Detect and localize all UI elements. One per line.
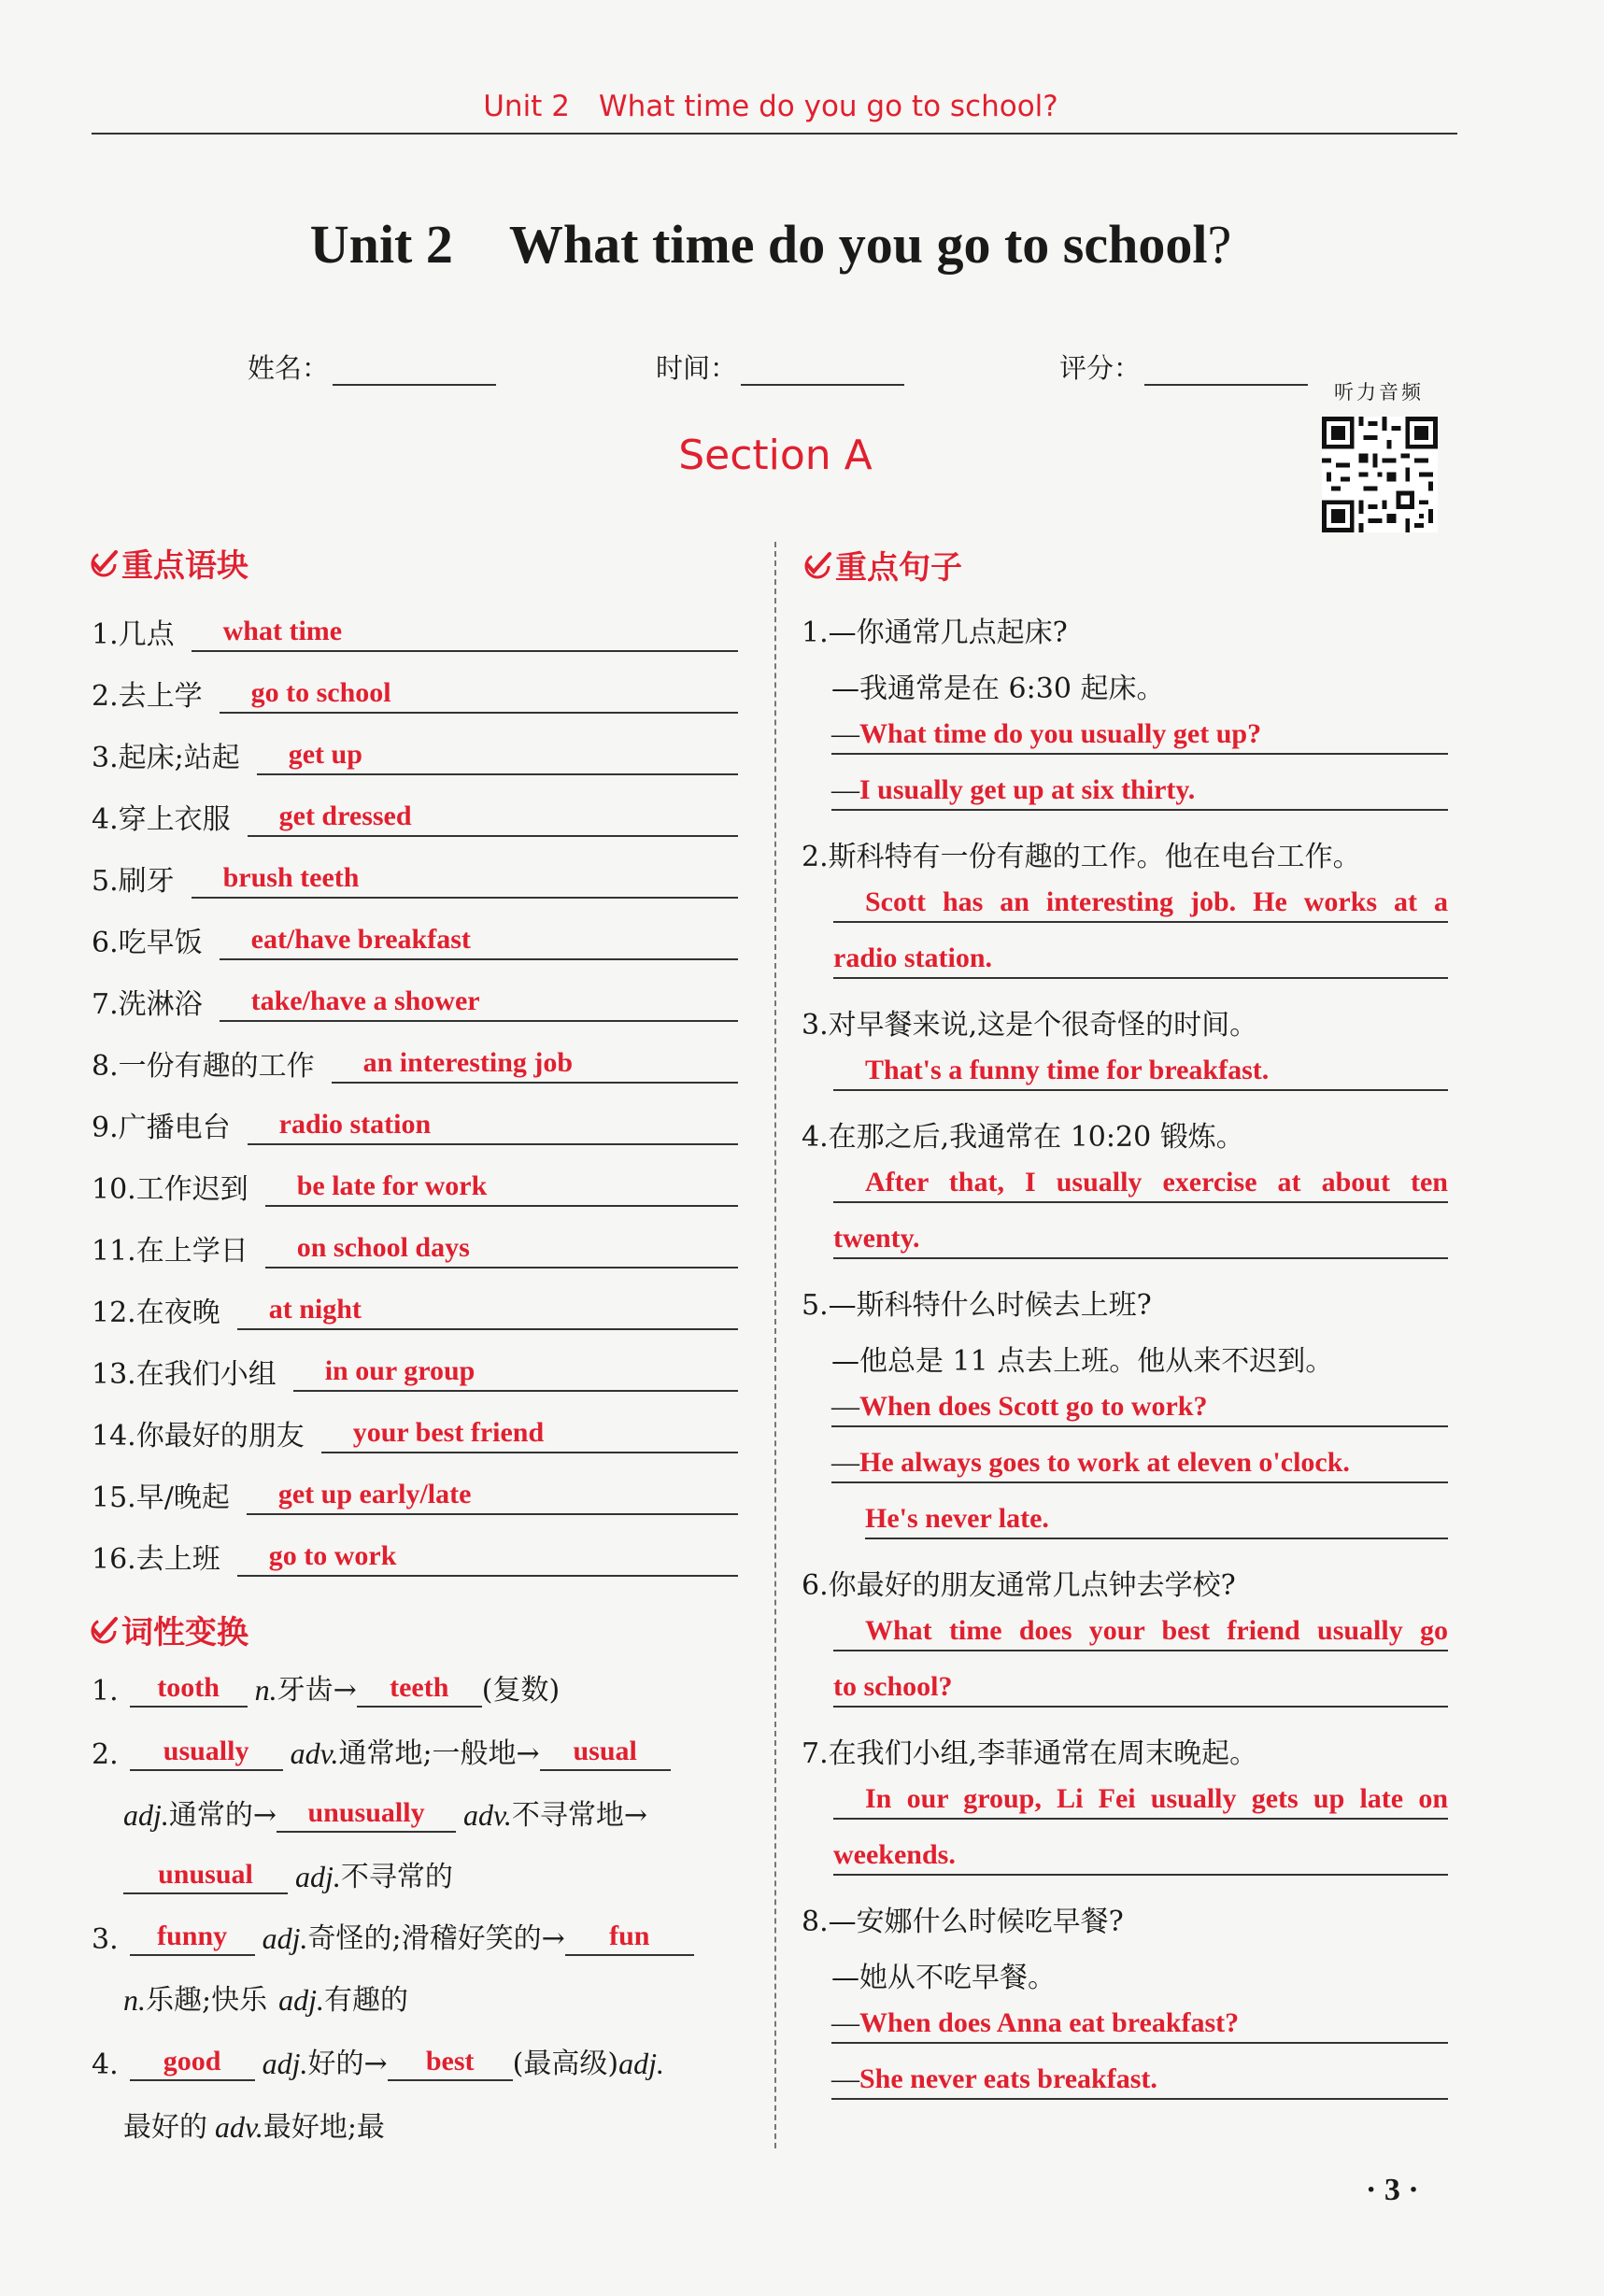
s-en: When does Scott go to work? xyxy=(859,1391,1208,1422)
phrase-item xyxy=(92,1405,738,1453)
phrase-item xyxy=(92,1467,738,1515)
phrase-zh: 一份有趣的工作 xyxy=(118,1050,315,1083)
phrase-answer[interactable]: go to work xyxy=(237,1538,738,1577)
wf-text: (最高级) xyxy=(512,2048,619,2080)
sentence-8-answer-q[interactable] xyxy=(831,2005,1448,2044)
phrase-num: 3. xyxy=(92,742,119,774)
sentence-2-answer-line2[interactable]: radio station. xyxy=(833,940,1448,979)
phrase-item xyxy=(92,1097,738,1145)
phrase-answer[interactable]: be late for work xyxy=(265,1168,738,1207)
phrase-item xyxy=(92,603,738,652)
phrase-item xyxy=(92,912,738,960)
word-form-1 xyxy=(92,1666,560,1708)
wf-text: 通常的→ xyxy=(168,1799,277,1832)
phrase-zh: 去上学 xyxy=(118,680,203,713)
sentence-6-answer-line1[interactable]: What time does your best friend usually go xyxy=(833,1612,1448,1651)
phrase-num: 2. xyxy=(92,680,119,713)
s-num: 5. xyxy=(802,1289,829,1322)
s-dash: — xyxy=(831,774,859,805)
wf-answer[interactable]: funny xyxy=(130,1919,255,1956)
s-dash: — xyxy=(831,1391,859,1422)
phrase-zh: 在夜晚 xyxy=(135,1297,220,1329)
phrase-num: 8. xyxy=(92,1050,119,1083)
wf-answer[interactable]: good xyxy=(130,2044,255,2081)
wf-answer[interactable]: fun xyxy=(565,1919,694,1956)
phrase-item xyxy=(92,1343,738,1392)
score-blank[interactable] xyxy=(1144,356,1308,386)
wf-pos: adv. xyxy=(290,1736,339,1770)
phrase-answer[interactable]: take/have a shower xyxy=(220,983,738,1022)
sentence-6-prompt xyxy=(802,1562,1236,1603)
word-form-3-line2 xyxy=(123,1977,408,2018)
phrase-answer[interactable]: what time xyxy=(192,613,738,652)
wf-pos: adj. xyxy=(262,2047,308,2080)
phrase-answer[interactable]: brush teeth xyxy=(192,859,738,899)
wf-pos: adj. xyxy=(123,1798,169,1832)
wf-text: 最好地;最 xyxy=(263,2111,385,2144)
wf-text: 奇怪的;滑稽好笑的→ xyxy=(307,1922,565,1955)
sentence-5-answer-q[interactable] xyxy=(831,1388,1448,1427)
wf-text: 不寻常的 xyxy=(340,1861,453,1893)
phrases-heading-text: 重点语块 xyxy=(121,547,248,585)
wf-answer[interactable]: unusually xyxy=(277,1795,456,1833)
phrase-num: 7. xyxy=(92,988,119,1021)
phrase-zh: 在上学日 xyxy=(135,1235,248,1268)
sentence-5-answer-a1[interactable] xyxy=(831,1444,1448,1483)
wf-answer[interactable]: usually xyxy=(130,1734,283,1771)
sentence-1-reply: —我通常是在 6:30 起床。 xyxy=(831,673,1165,705)
sentence-1-answer-q[interactable] xyxy=(831,716,1448,755)
sentence-5-answer-a2[interactable]: He's never late. xyxy=(865,1500,1448,1539)
s-dash: — xyxy=(831,2063,859,2094)
s-en: I usually get up at six thirty. xyxy=(859,774,1196,805)
phrase-zh: 广播电台 xyxy=(118,1112,231,1144)
header-rule xyxy=(92,133,1457,135)
s-num: 1. xyxy=(802,617,829,649)
s-zh: 在那之后,我通常在 10:20 锻炼。 xyxy=(828,1121,1244,1154)
wf-num: 4. xyxy=(92,2048,119,2081)
word-form-2 xyxy=(92,1730,671,1771)
wf-text: 最好的 xyxy=(123,2111,207,2144)
word-forms-heading-text: 词性变换 xyxy=(121,1614,248,1651)
phrase-zh: 早/晚起 xyxy=(135,1481,230,1514)
word-form-3 xyxy=(92,1915,694,1956)
s-zh: —你通常几点起床? xyxy=(828,617,1068,649)
wf-pos: adj. xyxy=(618,2047,664,2080)
sentences-heading-text: 重点句子 xyxy=(835,549,962,587)
phrase-item xyxy=(92,1528,738,1577)
s-en: When does Anna eat breakfast? xyxy=(859,2007,1240,2038)
sentence-5-question xyxy=(802,1282,1152,1323)
sentence-3-answer[interactable]: That's a funny time for breakfast. xyxy=(833,1052,1448,1091)
sentence-1-question xyxy=(802,609,1068,650)
sentence-2-prompt xyxy=(802,833,1361,874)
phrase-item xyxy=(92,1220,738,1268)
s-zh: —安娜什么时候吃早餐? xyxy=(828,1906,1124,1938)
phrase-num: 11. xyxy=(92,1235,136,1268)
section-title: Section A xyxy=(678,432,873,479)
wf-answer[interactable]: tooth xyxy=(130,1670,248,1708)
s-en: What time do you usually get up? xyxy=(859,718,1262,749)
phrase-num: 14. xyxy=(92,1420,136,1453)
phrase-item xyxy=(92,850,738,899)
phrase-num: 12. xyxy=(92,1297,136,1329)
s-en: She never eats breakfast. xyxy=(859,2063,1157,2094)
phrase-answer[interactable]: go to school xyxy=(220,674,738,714)
phrase-zh: 你最好的朋友 xyxy=(135,1420,305,1453)
phrase-item xyxy=(92,788,738,837)
phrase-answer[interactable]: your best friend xyxy=(321,1414,738,1453)
s-en: He always goes to work at eleven o'clock. xyxy=(859,1447,1350,1478)
phrase-num: 15. xyxy=(92,1481,136,1514)
phrase-item xyxy=(92,665,738,714)
word-form-2-line3 xyxy=(123,1853,453,1894)
phrase-item xyxy=(92,727,738,775)
phrase-num: 6. xyxy=(92,927,119,959)
wf-answer[interactable]: teeth xyxy=(357,1670,482,1708)
sentence-4-answer-line2[interactable]: twenty. xyxy=(833,1220,1448,1259)
phrase-num: 4. xyxy=(92,803,119,836)
check-icon xyxy=(90,548,120,578)
s-num: 3. xyxy=(802,1009,829,1042)
phrase-answer[interactable]: an interesting job xyxy=(332,1044,738,1084)
phrase-zh: 几点 xyxy=(118,618,175,651)
phrase-num: 9. xyxy=(92,1112,119,1144)
s-num: 8. xyxy=(802,1906,829,1938)
sentences-heading xyxy=(803,542,962,588)
wf-text: 不寻常地→ xyxy=(511,1799,647,1832)
wf-pos: adj. xyxy=(278,1983,324,2017)
phrase-answer[interactable]: get dressed xyxy=(248,798,738,837)
wf-text: 牙齿→ xyxy=(277,1674,357,1707)
word-forms-heading xyxy=(90,1607,248,1652)
check-icon xyxy=(90,1615,120,1645)
wf-text: (复数) xyxy=(481,1674,561,1707)
wf-pos: adv. xyxy=(463,1798,512,1832)
sentence-2-answer-line1[interactable]: Scott has an interesting job. He works at a xyxy=(833,884,1448,923)
sentence-8-answer-a[interactable] xyxy=(831,2061,1448,2100)
s-zh: —斯科特什么时候去上班? xyxy=(828,1289,1152,1322)
wf-pos: n. xyxy=(123,1983,146,2017)
sentence-8-reply: —她从不吃早餐。 xyxy=(831,1962,1056,1994)
wf-text: 有趣的 xyxy=(324,1984,408,2017)
s-dash: — xyxy=(831,718,859,749)
unit-question: What time do you go to school xyxy=(508,214,1208,275)
name-field xyxy=(248,347,496,386)
page-title xyxy=(0,213,1541,276)
s-num: 4. xyxy=(802,1121,829,1154)
listening-audio-label: 听力音频 xyxy=(1334,381,1424,404)
phrase-item xyxy=(92,1282,738,1330)
sentence-4-answer-line1[interactable]: After that, I usually exercise at about ten xyxy=(833,1164,1448,1203)
phrase-zh: 起床;站起 xyxy=(118,742,240,774)
sentence-7-prompt xyxy=(802,1730,1257,1771)
phrase-zh: 穿上衣服 xyxy=(118,803,231,836)
wf-pos: adv. xyxy=(215,2110,263,2144)
s-zh: 你最好的朋友通常几点钟去学校? xyxy=(828,1569,1236,1602)
phrase-answer[interactable]: on school days xyxy=(265,1229,738,1268)
wf-text: 乐趣;快乐 xyxy=(146,1984,268,2017)
phrase-answer[interactable]: eat/have breakfast xyxy=(220,921,738,960)
phrase-zh: 吃早饭 xyxy=(118,927,203,959)
wf-num: 2. xyxy=(92,1738,119,1771)
running-header: Unit 2 What time do you go to school? xyxy=(483,90,1058,123)
wf-pos: adj. xyxy=(295,1860,341,1893)
column-divider xyxy=(774,542,776,2148)
wf-text: 好的→ xyxy=(307,2048,388,2080)
time-label: 时间： xyxy=(656,352,738,384)
word-form-2-line2 xyxy=(123,1792,647,1833)
sentence-7-answer-line2[interactable]: weekends. xyxy=(833,1836,1448,1876)
phrase-item xyxy=(92,973,738,1022)
s-zh: 在我们小组,李菲通常在周末晚起。 xyxy=(828,1737,1258,1770)
s-num: 7. xyxy=(802,1737,829,1770)
phrase-answer[interactable]: at night xyxy=(237,1291,738,1330)
time-field xyxy=(656,347,904,386)
phrase-num: 16. xyxy=(92,1543,136,1576)
score-field xyxy=(1059,347,1308,386)
s-num: 2. xyxy=(802,841,829,873)
word-form-4-line2 xyxy=(123,2104,385,2145)
phrase-num: 13. xyxy=(92,1358,136,1391)
phrase-item xyxy=(92,1035,738,1084)
phrase-item xyxy=(92,1158,738,1207)
wf-answer[interactable]: best xyxy=(388,2044,513,2081)
name-blank[interactable] xyxy=(333,356,496,386)
phrase-zh: 去上班 xyxy=(135,1543,220,1576)
wf-pos: n. xyxy=(254,1673,277,1707)
s-num: 6. xyxy=(802,1569,829,1602)
wf-answer[interactable]: unusual xyxy=(123,1857,288,1894)
sentence-1-answer-a[interactable] xyxy=(831,772,1448,811)
sentence-8-question xyxy=(802,1898,1124,1939)
phrase-num: 1. xyxy=(92,618,119,651)
phrase-num: 10. xyxy=(92,1173,136,1206)
phrase-answer[interactable]: radio station xyxy=(248,1106,738,1145)
phrase-zh: 洗淋浴 xyxy=(118,988,203,1021)
sentence-3-prompt xyxy=(802,1001,1257,1042)
wf-num: 1. xyxy=(92,1675,119,1708)
page-number: · 3 · xyxy=(1366,2173,1419,2207)
time-blank[interactable] xyxy=(741,356,904,386)
s-dash: — xyxy=(831,1447,859,1478)
unit-qmark: ? xyxy=(1207,214,1232,275)
wf-num: 3. xyxy=(92,1923,119,1956)
sentence-6-answer-line2[interactable]: to school? xyxy=(833,1668,1448,1708)
sentence-5-reply: —他总是 11 点去上班。他从来不迟到。 xyxy=(831,1345,1334,1378)
unit-number: Unit 2 xyxy=(309,214,453,275)
phrase-zh: 工作迟到 xyxy=(135,1173,248,1206)
s-dash: — xyxy=(831,2007,859,2038)
s-zh: 斯科特有一份有趣的工作。他在电台工作。 xyxy=(828,841,1361,873)
phrase-num: 5. xyxy=(92,865,119,898)
check-icon xyxy=(803,550,833,580)
phrase-answer[interactable]: get up early/late xyxy=(247,1476,738,1515)
s-zh: 对早餐来说,这是个很奇怪的时间。 xyxy=(828,1009,1258,1042)
wf-answer[interactable]: usual xyxy=(540,1734,671,1771)
phrase-zh: 刷牙 xyxy=(118,865,175,898)
wf-pos: adj. xyxy=(262,1921,308,1955)
phrase-zh: 在我们小组 xyxy=(135,1358,277,1391)
sentence-7-answer-line1[interactable]: In our group, Li Fei usually gets up late on xyxy=(833,1780,1448,1820)
name-label: 姓名： xyxy=(248,352,330,384)
phrases-heading xyxy=(90,540,248,586)
wf-text: 通常地;一般地→ xyxy=(338,1737,540,1770)
phrase-answer[interactable]: get up xyxy=(257,736,738,775)
sentence-4-prompt xyxy=(802,1113,1244,1155)
phrase-answer[interactable]: in our group xyxy=(293,1353,738,1392)
score-label: 评分： xyxy=(1059,352,1142,384)
word-form-4 xyxy=(92,2040,664,2081)
